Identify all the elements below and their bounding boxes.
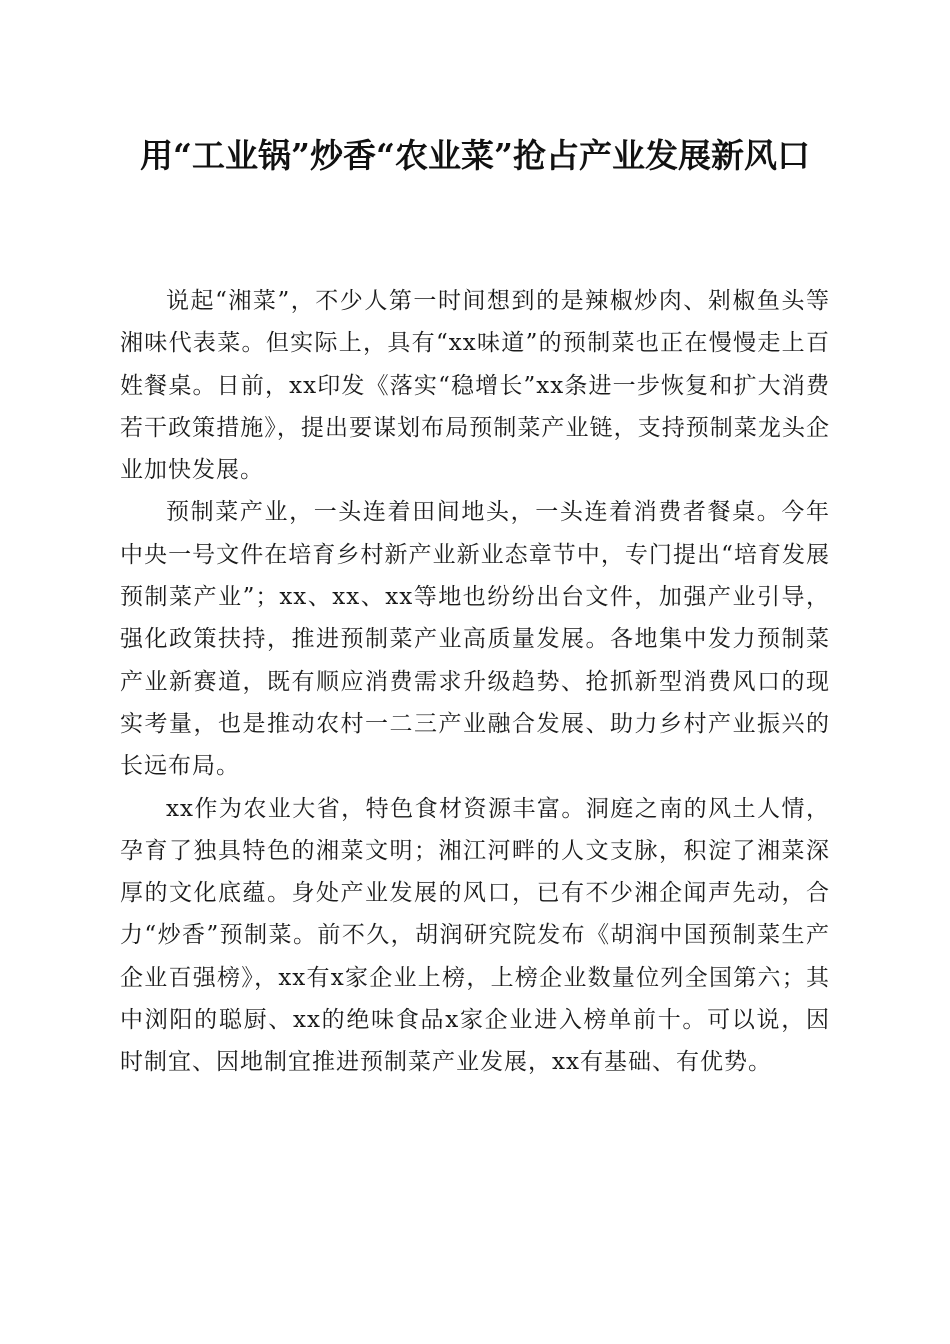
paragraph-1: 说起“湘菜”，不少人第一时间想到的是辣椒炒肉、剁椒鱼头等湘味代表菜。但实际上，具有“xx味道”的预制菜也正在慢慢走上百姓餐桌。日前，xx印发《落实“稳增长”xx条进一步恢复和扩大消费若干政策措施》，提出要谋划布局预制菜产业链，支持预制菜龙头企业加快发展。: [120, 288, 830, 484]
paragraph-3: xx作为农业大省，特色食材资源丰富。洞庭之南的风土人情，孕育了独具特色的湘菜文明；湘江河畔的人文支脉，积淀了湘菜深厚的文化底蕴。身处产业发展的风口，已有不少湘企闻声先动，合力“炒香”预制菜。前不久，胡润研究院发布《胡润中国预制菜生产企业百强榜》，xx有x家企业上榜，上榜企业数量位列全国第六；其中浏阳的聪厨、xx的绝味食品x家企业进入榜单前十。可以说，因时制宜、因地制宜推进预制菜产业发展，xx有基础、有优势。: [120, 795, 830, 1076]
document-body: [120, 280, 830, 1084]
document-title: 用“工业锅”炒香“农业菜”抢占产业发展新风口: [140, 136, 810, 175]
paragraph-2: 预制菜产业，一头连着田间地头，一头连着消费者餐桌。今年中央一号文件在培育乡村新产业新业态章节中，专门提出“培育发展预制菜产业”；xx、xx、xx等地也纷纷出台文件，加强产业引导，强化政策扶持，推进预制菜产业高质量发展。各地集中发力预制菜产业新赛道，既有顺应消费需求升级趋势、抢抓新型消费风口的现实考量，也是推动农村一二三产业融合发展、助力乡村产业振兴的长远布局。: [120, 499, 830, 780]
